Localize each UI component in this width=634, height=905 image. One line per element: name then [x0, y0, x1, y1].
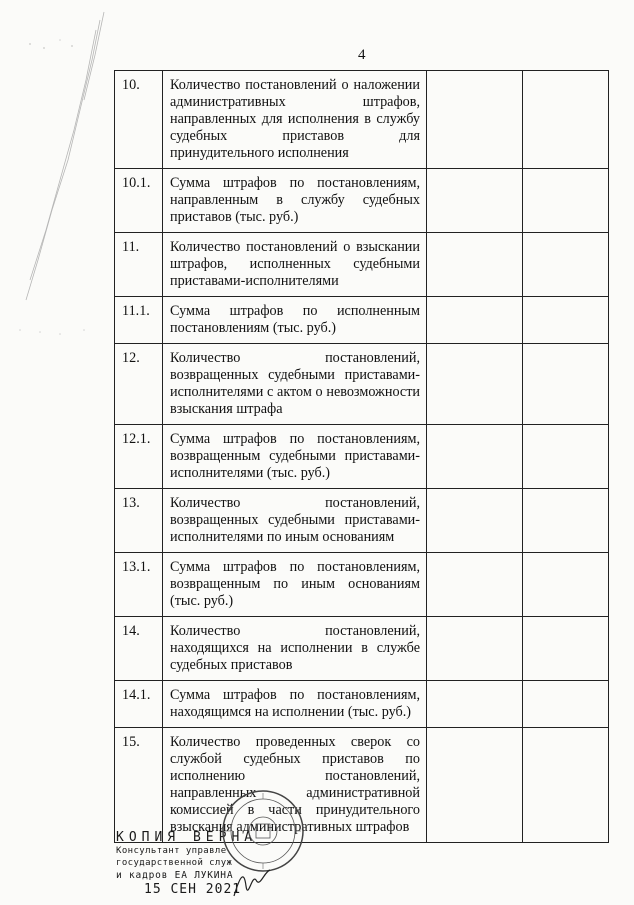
value-cell-2	[523, 681, 609, 728]
row-number: 12.1.	[115, 425, 163, 489]
row-number: 13.	[115, 489, 163, 553]
value-cell-2	[523, 169, 609, 233]
value-cell-2	[523, 728, 609, 843]
table-row	[115, 169, 609, 233]
table-row	[115, 489, 609, 553]
official-seal	[218, 786, 308, 876]
table-row	[115, 617, 609, 681]
value-cell-1	[427, 728, 523, 843]
value-cell-1	[427, 681, 523, 728]
value-cell-1	[427, 617, 523, 681]
value-cell-1	[427, 344, 523, 425]
value-cell-2	[523, 233, 609, 297]
stamp-copy-verified: КОПИЯ ВЕРНА	[116, 830, 258, 845]
value-cell-2	[523, 297, 609, 344]
table-row	[115, 233, 609, 297]
row-description: Сумма штрафов по постановлениям, возвращенным по иным основаниям (тыс. руб.)	[163, 553, 427, 617]
statistics-table	[114, 70, 609, 843]
value-cell-1	[427, 425, 523, 489]
row-number: 12.	[115, 344, 163, 425]
value-cell-1	[427, 489, 523, 553]
value-cell-1	[427, 233, 523, 297]
stamp-date: 15 СЕН 2021	[144, 882, 242, 897]
stamp-name: и кадров ЕА ЛУКИНА	[116, 870, 234, 881]
row-description: Сумма штрафов по постановлениям, находящимся на исполнении (тыс. руб.)	[163, 681, 427, 728]
value-cell-2	[523, 71, 609, 169]
row-number: 15.	[115, 728, 163, 843]
row-description: Количество постановлений, возвращенных судебными приставами-исполнителями с актом о невозможности взыскания штрафа	[163, 344, 427, 425]
page-number: 4	[358, 47, 366, 63]
stamp-department: государственной служ	[116, 858, 233, 868]
table-row	[115, 425, 609, 489]
row-number: 14.	[115, 617, 163, 681]
value-cell-1	[427, 169, 523, 233]
table-row	[115, 681, 609, 728]
value-cell-1	[427, 71, 523, 169]
scan-margin-artifact	[0, 0, 110, 905]
row-description: Сумма штрафов по исполненным постановлениям (тыс. руб.)	[163, 297, 427, 344]
table-row	[115, 553, 609, 617]
signature	[230, 866, 280, 904]
row-description: Сумма штрафов по постановлениям, возвращенным судебными приставами-исполнителями (тыс. руб.)	[163, 425, 427, 489]
row-description: Количество постановлений, находящихся на исполнении в службе судебных приставов	[163, 617, 427, 681]
table-row	[115, 344, 609, 425]
value-cell-1	[427, 553, 523, 617]
row-number: 14.1.	[115, 681, 163, 728]
table-row	[115, 297, 609, 344]
table-row	[115, 728, 609, 843]
table-row	[115, 71, 609, 169]
value-cell-2	[523, 344, 609, 425]
row-number: 11.	[115, 233, 163, 297]
row-description: Сумма штрафов по постановлениям, направленным в службу судебных приставов (тыс. руб.)	[163, 169, 427, 233]
value-cell-2	[523, 425, 609, 489]
value-cell-1	[427, 297, 523, 344]
row-number: 11.1.	[115, 297, 163, 344]
value-cell-2	[523, 617, 609, 681]
row-description: Количество постановлений о наложении административных штрафов, направленных для исполнения в службу судебных приставов для принудительного исполнения	[163, 71, 427, 169]
row-description: Количество постановлений, возвращенных судебными приставами-исполнителями по иным основаниям	[163, 489, 427, 553]
row-description: Количество постановлений о взыскании штрафов, исполненных судебными приставами-исполнителями	[163, 233, 427, 297]
stamp-position: Консультант управле	[116, 846, 227, 856]
value-cell-2	[523, 553, 609, 617]
row-description: Количество проведенных сверок со службой судебных приставов по исполнению постановлений, направленных административной комиссией в части принудительного взыскания административных штрафов	[163, 728, 427, 843]
row-number: 10.	[115, 71, 163, 169]
row-number: 10.1.	[115, 169, 163, 233]
row-number: 13.1.	[115, 553, 163, 617]
value-cell-2	[523, 489, 609, 553]
